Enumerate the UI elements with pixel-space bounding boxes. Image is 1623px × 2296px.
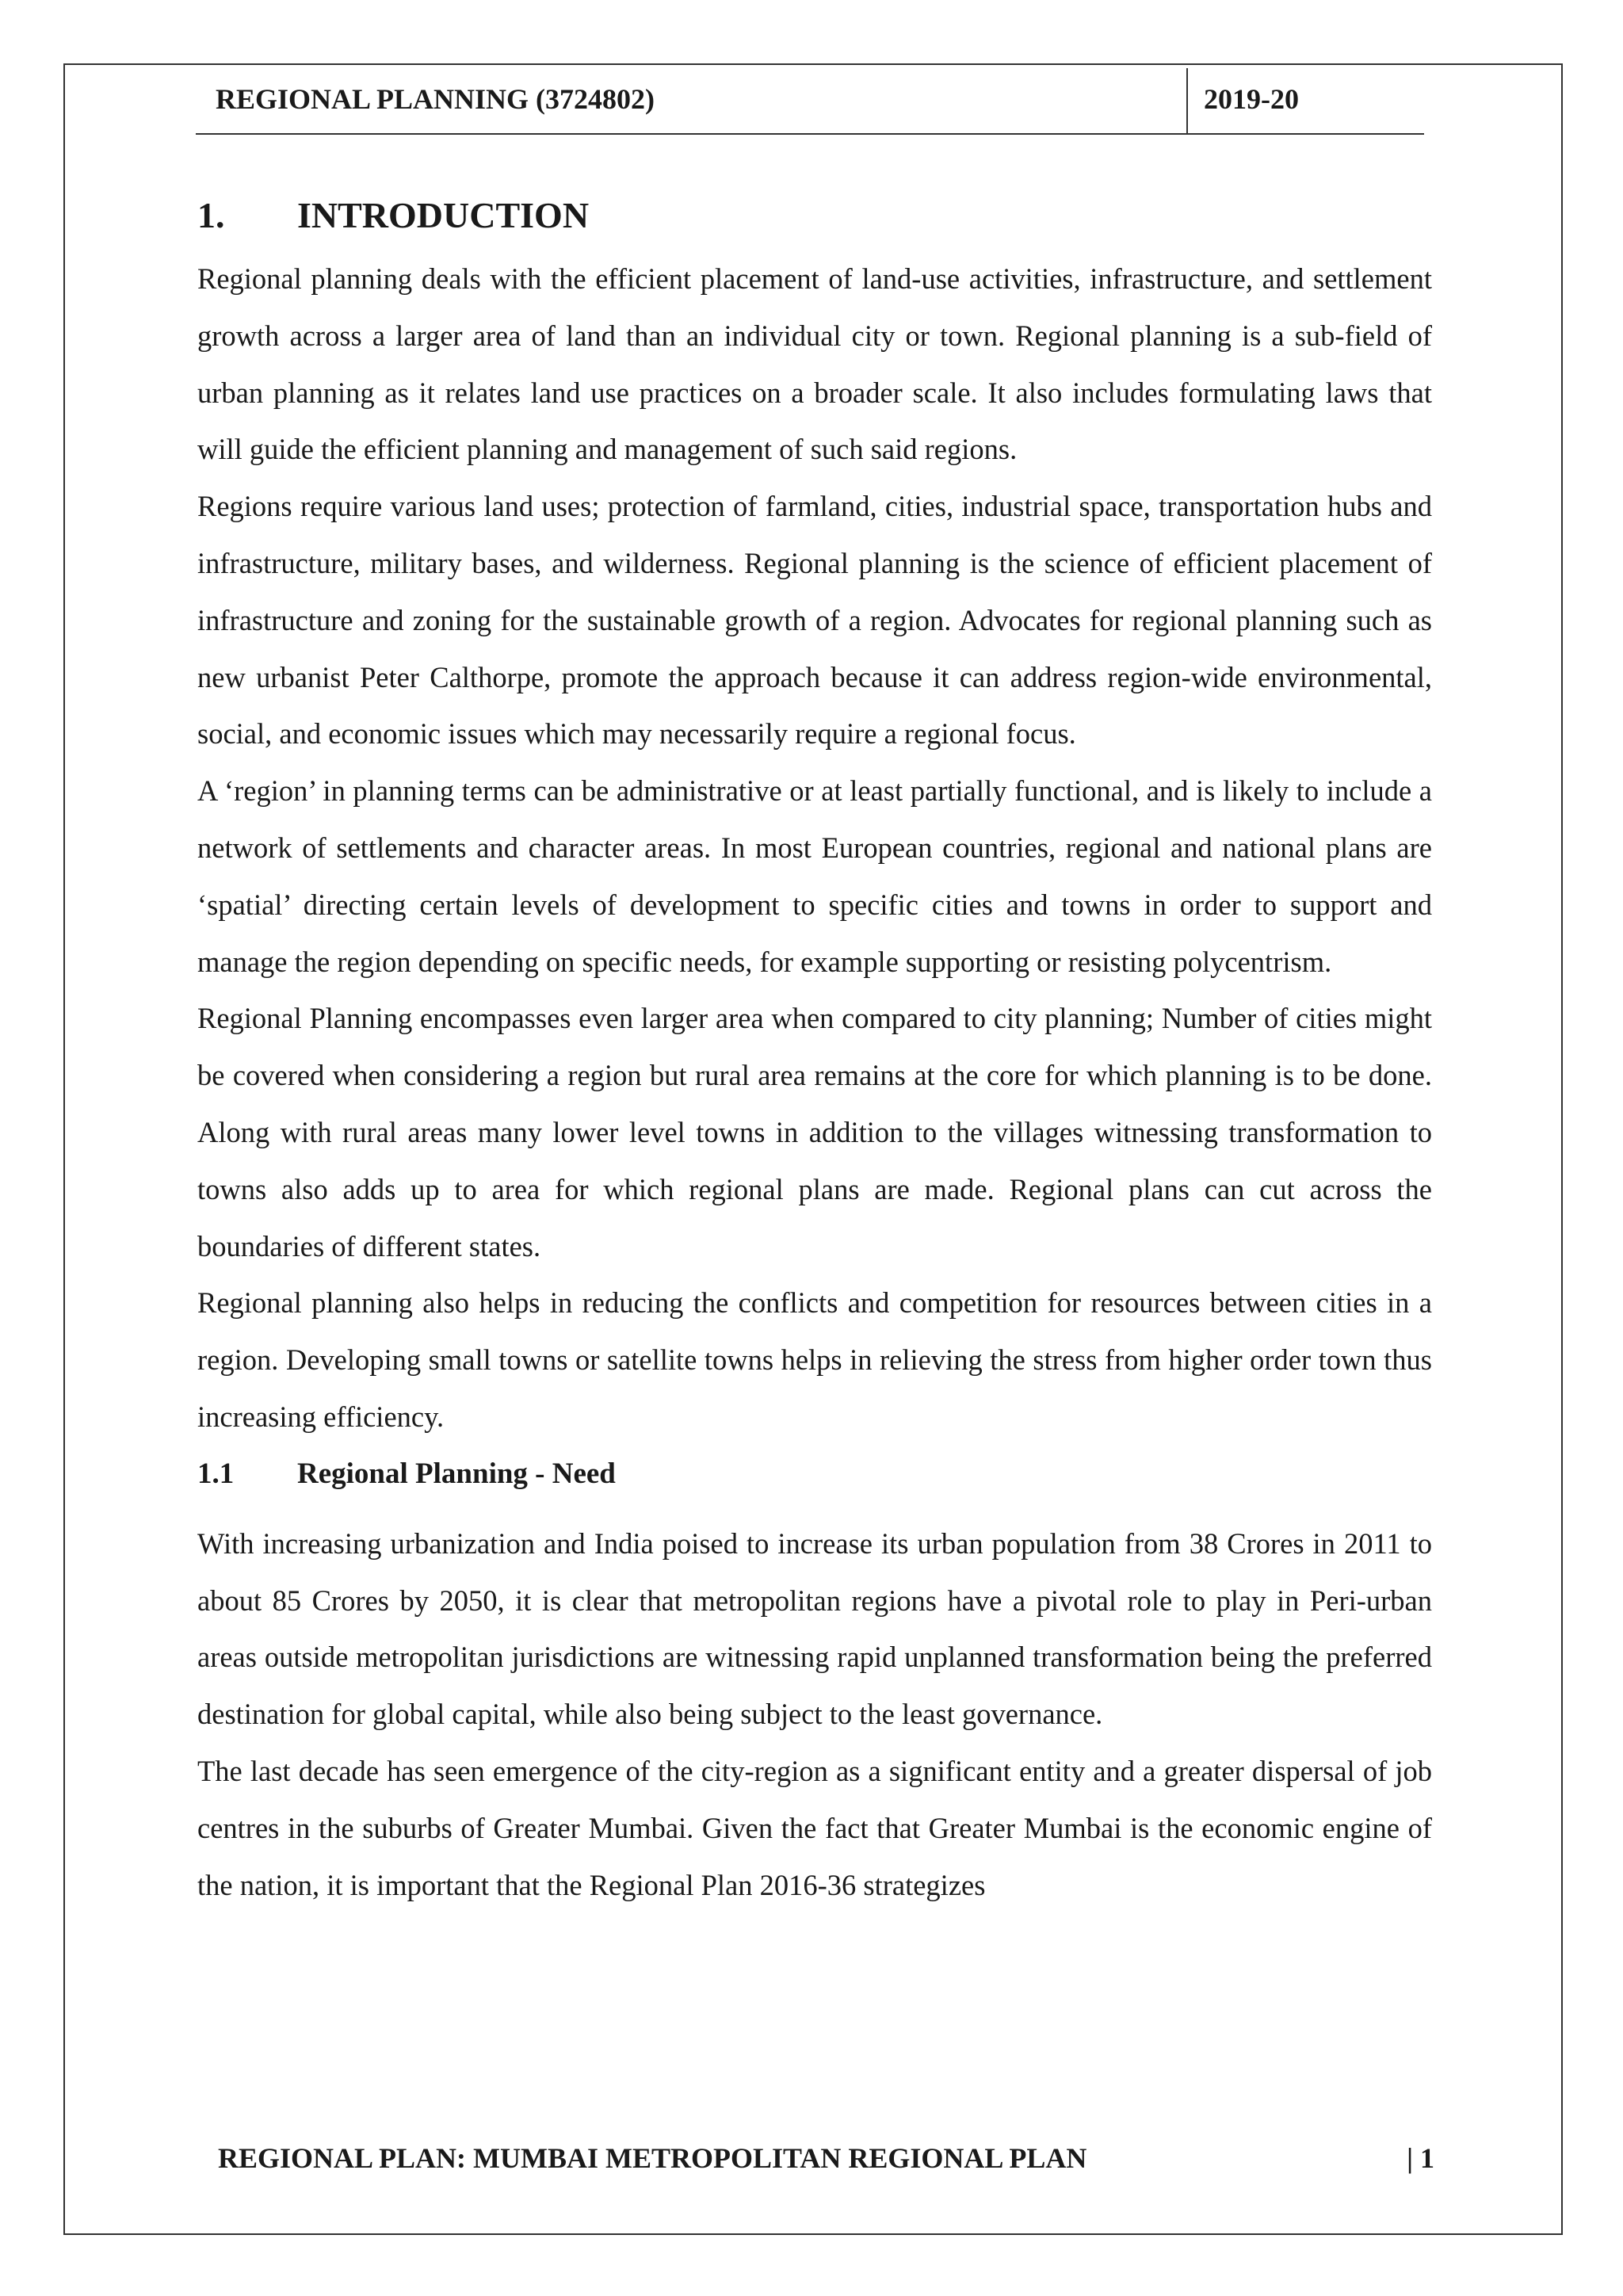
course-title: REGIONAL PLANNING (3724802) <box>216 83 655 115</box>
paragraph: A ‘region’ in planning terms can be administrative or at least partially functional, and is likely to include a network of settlements and character areas. In most European countries, regional and national plans are ‘spatial’ directing certain levels of development to specific cities and towns in order to support and manage the region depending on specific needs, for example supporting or resisting polycentrism. <box>197 774 1432 978</box>
section-title: INTRODUCTION <box>297 195 590 235</box>
paragraph: Regional planning deals with the efficient placement of land-use activities, infrastructure, and settlement growth across a larger area of land than an individual city or town. Regional planning is a sub-field of urban planning as it relates land use practices on a broader scale. It also includes formulating laws that will guide the efficient planning and management of such said regions. <box>197 262 1432 466</box>
section-heading <box>197 187 1432 244</box>
paragraph: Regions require various land uses; protection of farmland, cities, industrial space, transportation hubs and infrastructure, military bases, and wilderness. Regional planning is the science of efficient placement of infrastructure and zoning for the sustainable growth of a region. Advocates for regional planning such as new urbanist Peter Calthorpe, promote the approach because it can address region-wide environmental, social, and economic issues which may necessarily require a regional focus. <box>197 490 1432 751</box>
subsection-title: Regional Planning - Need <box>297 1457 616 1490</box>
academic-year: 2019-20 <box>1204 83 1299 115</box>
page-header <box>196 68 1424 135</box>
paragraph: The last decade has seen emergence of the city-region as a significant entity and a greater dispersal of job centres in the suburbs of Greater Mumbai. Given the fact that Greater Mumbai is the economic engine of the nation, it is important that the Regional Plan 2016-36 strategizes <box>197 1754 1432 1901</box>
page-number: | 1 <box>1407 2142 1434 2174</box>
subsection-number: 1.1 <box>197 1457 235 1490</box>
paragraph: Regional Planning encompasses even larger area when compared to city planning; Number of cities might be covered when considering a region but rural area remains at the core for which planning is to be done. Along with rural areas many lower level towns in addition to the villages witnessing transformation to towns also adds up to area for which regional plans are made. Regional plans can cut across the boundaries of different states. <box>197 1002 1432 1263</box>
paragraph: Regional planning also helps in reducing the conflicts and competition for resources between cities in a region. Developing small towns or satellite towns helps in relieving the stress from higher order town thus increasing efficiency. <box>197 1286 1432 1433</box>
page-content <box>197 187 1432 1913</box>
subsection-heading <box>197 1446 1432 1503</box>
paragraph: With increasing urbanization and India poised to increase its urban population from 38 Crores in 2011 to about 85 Crores by 2050, it is clear that metropolitan regions have a pivotal role to play in Peri-urban areas outside metropolitan jurisdictions are witnessing rapid unplanned transformation being the preferred destination for global capital, while also being subject to the least governance. <box>197 1526 1432 1731</box>
section-number: 1. <box>197 195 225 235</box>
header-divider <box>1186 68 1188 135</box>
footer-title: REGIONAL PLAN: MUMBAI METROPOLITAN REGIONAL PLAN <box>218 2142 1087 2174</box>
